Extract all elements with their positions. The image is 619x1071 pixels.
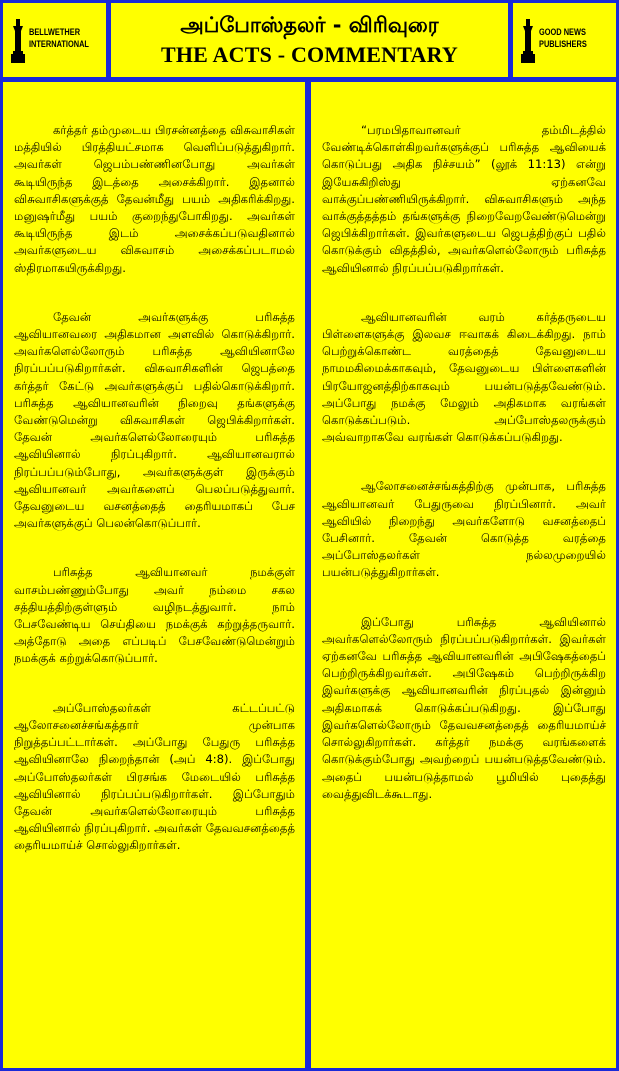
paragraph: ஆவியானவரின் வரம் கர்த்தருடைய பிள்ளைகளுக்கு இலவச ஈவாகக் கிடைக்கிறது. நாம் பெற்றுக்கொண்ட வரத்தைத் தேவனுடைய நாமமகிமைக்காகவும், தேவனுடைய பிள்ளைகளின் பிரயோஜனத்திற்காகவும் பயன்படுத்தவேண்டும். அப்போது நமக்கு மேலும் அதிகமாக வரங்கள் கொடுக்கப்படும். அப்போஸ்தலருக்கும் அவ்வாறாகவே வரங்கள் கொடுக்கப்படுகிறது. bbox=[322, 309, 606, 445]
logo-line2: INTERNATIONAL bbox=[29, 39, 89, 50]
paragraph: “பரமபிதாவானவர் தம்மிடத்தில் வேண்டிக்கொள்கிறவர்களுக்குப் பரிசுத்த ஆவியைக் கொடுப்பது அதிக நிச்சயம்” (லூக் 11:13) என்று இயேசுகிறிஸ்து ஏற்கனவே வாக்குப்பண்ணியிருக்கிறார். விசுவாசிகளும் அந்த வாக்குத்தத்தம் தங்களுக்கு நிறைவேறவேண்டுமென்று ஜெபிக்கிறார்கள். இவர்களுடைய ஜெபத்திற்குப் பதில் கொடுக்கும் விதத்தில், அவர்களெல்லோரும் பரிசுத்த ஆவியினால் நிரப்பப்படுகிறார்கள். bbox=[322, 123, 606, 275]
tower-icon bbox=[9, 17, 27, 63]
paragraph: கர்த்தர் தம்முடைய பிரசன்னத்தை விசுவாசிகள் மத்தியில் பிரத்தியட்சமாக வெளிப்படுத்துகிறார். அவர்கள் ஜெபம்பண்ணினபோது அவர்கள் கூடியிருந்த இடத்தை அசைக்கிறார். இதனால் விசுவாசிகளுக்குத் தேவன்மீது பயம் அதிகரிக்கிறது. மனுஷர்மீது பயம் குறைந்துபோகிறது. அவர்கள் கூடியிருந்த இடம் அசைக்கப்படுவதினால் அவர்களுடைய விசுவாசம் அசைக்கப்படாமல் ஸ்திரமாகயிருக்கிறது. bbox=[14, 123, 295, 275]
logo-line2: PUBLISHERS bbox=[539, 39, 587, 50]
right-column bbox=[311, 82, 616, 1068]
paragraph: ஆலோசனைச்சங்கத்திற்கு முன்பாக, பரிசுத்த ஆவியானவர் பேதுருவை நிரப்பினார். அவர் ஆவியில் நிறைந்து அவர்களோடு வசனத்தைப் பேசினார். தேவன் கொடுத்த வரத்தை அப்போஸ்தலர்கள் நல்லமுறையில் பயன்படுத்துகிறார்கள். bbox=[322, 479, 606, 580]
paragraph: அப்போஸ்தலர்கள் கட்டப்பட்டு ஆலோசனைச்சங்கத்தார் முன்பாக நிறுத்தப்பட்டார்கள். அப்போது பேதுரு பரிசுத்த ஆவியினாலே நிறைந்தான் (அப் 4:8). இப்போது அப்போஸ்தலர்கள் பிரசங்க மேடையில் பரிசுத்த ஆவியினால் நிரப்பப்படுகிறார்கள். இப்போதும் தேவன் அவர்களெல்லோரையும் பரிசுத்த ஆவியினால் நிரப்புகிறார். அவர்கள் தேவவசனத்தைத் தைரியமாய்ச் சொல்லுகிறார்கள். bbox=[14, 700, 295, 853]
bellwether-logo bbox=[3, 3, 106, 77]
logo-line1: GOOD NEWS bbox=[539, 27, 586, 38]
paragraph: இப்போது பரிசுத்த ஆவியினால் அவர்களெல்லோரும் நிரப்பப்படுகிறார்கள். இவர்கள் ஏற்கனவே பரிசுத்த ஆவியானவரின் அபிஷேகத்தைப் பெற்றிருக்கிறவர்கள். அபிஷேகம் பெற்றிருக்கிற இவர்களுக்கு ஆவியானவரின் நிரப்புதல் இன்னும் அதிகமாகக் கொடுக்கப்படுகிறது. இப்போது இவர்களெல்லோரும் தேவவசனத்தைத் தைரியமாய்ச் சொல்லுகிறார்கள். கர்த்தர் நமக்கு வரங்களைக் கொடுக்கும்போது அவற்றைப் பயன்படுத்தவேண்டும். அதைப் பயன்படுத்தாமல் பூமியில் புதைத்து வைத்துவிடக்கூடாது. bbox=[322, 614, 606, 801]
paragraph: தேவன் அவர்களுக்கு பரிசுத்த ஆவியானவரை அதிகமான அளவில் கொடுக்கிறார். அவர்களெல்லோரும் பரிசுத்த ஆவியினாலே நிரப்பப்படுகிறார்கள். விசுவாசிகளின் ஜெபத்தை கர்த்தர் கேட்டு அவர்களுக்குப் பதில்கொடுக்கிறார். பரிசுத்த ஆவியானவரின் நிறைவு தங்களுக்கு வேண்டுமென்று விசுவாசிகள் ஜெபிக்கிறார்கள். தேவன் அவர்களெல்லோரையும் பரிசுத்த ஆவியினால் நிரப்புகிறார். ஆவியானவரால் நிரப்பப்படும்போது, அவர்களுக்குள் இருக்கும் ஆவியானவர் அவர்களைப் பெலப்படுத்துவார். தேவனுடைய வசனத்தைத் தைரியமாகப் பேச அவர்களுக்குப் பெலன்கொடுப்பார். bbox=[14, 309, 295, 531]
tower-icon bbox=[519, 17, 537, 63]
paragraph: பரிசுத்த ஆவியானவர் நமக்குள் வாசம்பண்ணும்போது அவர் நம்மை சகல சத்தியத்திற்குள்ளும் வழிநடத்துவார். நாம் பேசவேண்டிய செய்தியை நமக்குக் கற்றுத்தருவார். அத்தோடு அதை எப்படிப் பேசவேண்டுமென்றும் நமக்குக் கற்றுக்கொடுப்பார். bbox=[14, 565, 295, 666]
page-title-tamil: அப்போஸ்தலர் - விரிவுரை bbox=[180, 13, 439, 37]
left-column bbox=[3, 82, 305, 1068]
good-news-logo bbox=[513, 3, 616, 77]
page-title-english: THE ACTS - COMMENTARY bbox=[161, 42, 458, 67]
logo-line1: BELLWETHER bbox=[29, 27, 81, 38]
title-box bbox=[111, 3, 508, 77]
